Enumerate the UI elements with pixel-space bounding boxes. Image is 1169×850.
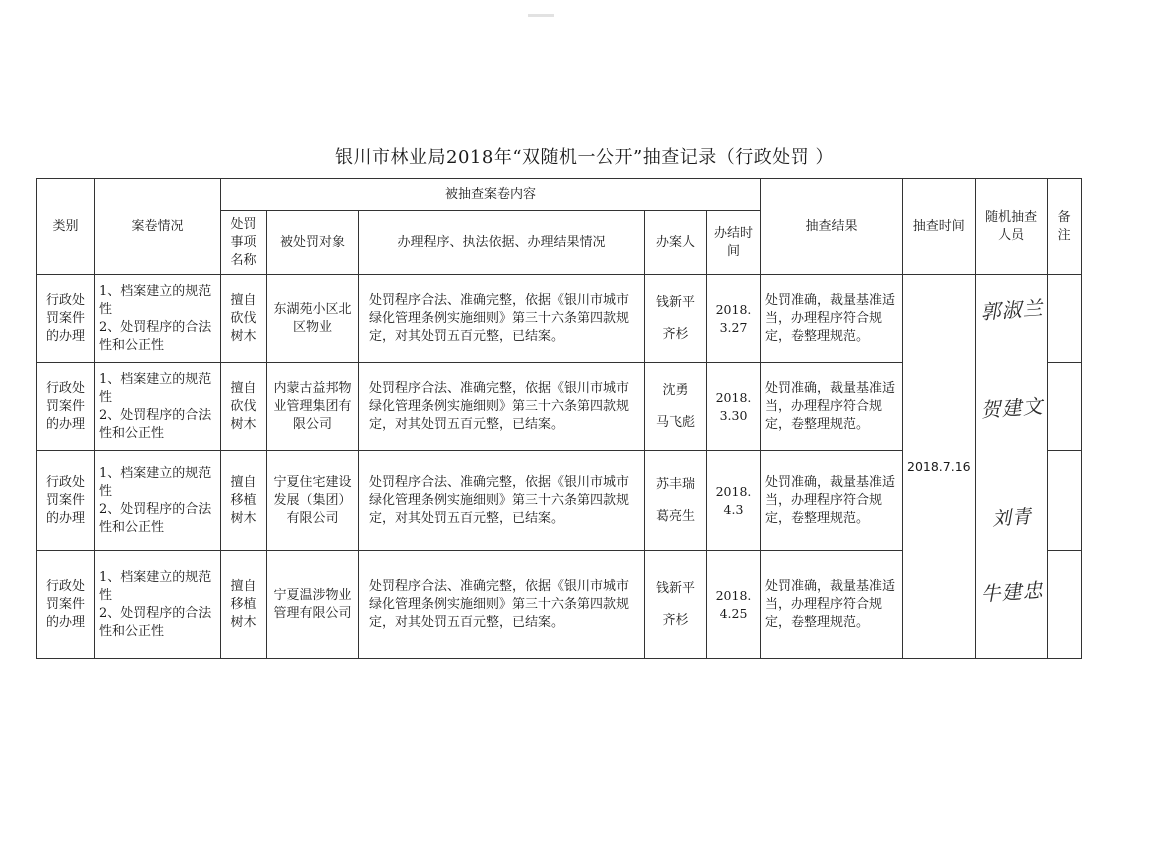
remarks-cell xyxy=(1047,551,1081,659)
remarks-cell xyxy=(1047,275,1081,363)
header-check-result: 抽查结果 xyxy=(761,179,903,275)
handler-cell: 苏丰瑞 葛亮生 xyxy=(645,451,707,551)
category-cell: 行政处罚案件的办理 xyxy=(37,275,95,363)
penalized-party-cell: 东湖苑小区北区物业 xyxy=(267,275,359,363)
header-handler: 办案人 xyxy=(645,211,707,275)
header-procedure: 办理程序、执法依据、办理结果情况 xyxy=(359,211,645,275)
penalized-party-cell: 宁夏温涉物业管理有限公司 xyxy=(267,551,359,659)
penalized-party-cell: 内蒙古益邦物业管理集团有限公司 xyxy=(267,363,359,451)
handler-cell: 钱新平 齐杉 xyxy=(645,551,707,659)
remarks-cell xyxy=(1047,363,1081,451)
signature-3: 刘青 xyxy=(990,505,1033,531)
check-result-cell: 处罚准确，裁量基准适当，办理程序符合规定，卷整理规范。 xyxy=(761,275,903,363)
header-group: 被抽查案卷内容 xyxy=(221,179,761,211)
document-title: 银川市林业局2018年“双随机一公开”抽查记录（行政处罚 ） xyxy=(335,147,834,168)
penalized-party-cell: 宁夏住宅建设发展（集团）有限公司 xyxy=(267,451,359,551)
header-close-time: 办结时间 xyxy=(707,211,761,275)
case-situation-cell: 1、档案建立的规范性 2、处罚程序的合法性和公正性 xyxy=(95,451,221,551)
header-penalty-item: 处罚事项名称 xyxy=(221,211,267,275)
penalty-item-cell: 擅自砍伐树木 xyxy=(221,275,267,363)
category-cell: 行政处罚案件的办理 xyxy=(37,363,95,451)
header-case-situation: 案卷情况 xyxy=(95,179,221,275)
check-result-cell: 处罚准确，裁量基准适当，办理程序符合规定，卷整理规范。 xyxy=(761,363,903,451)
case-situation-cell: 1、档案建立的规范性 2、处罚程序的合法性和公正性 xyxy=(95,363,221,451)
close-date-cell: 2018. 3.30 xyxy=(707,363,761,451)
inspector-signatures xyxy=(975,275,1047,659)
header-check-time: 抽查时间 xyxy=(903,179,976,275)
header-row-1 xyxy=(37,179,1082,211)
signature-4: 牛建忠 xyxy=(979,577,1044,607)
close-date-cell: 2018. 4.3 xyxy=(707,451,761,551)
close-date-cell: 2018. 3.27 xyxy=(707,275,761,363)
scan-mark xyxy=(528,14,554,17)
handler-cell: 沈勇 马飞彪 xyxy=(645,363,707,451)
close-date-cell: 2018. 4.25 xyxy=(707,551,761,659)
header-remarks: 备注 xyxy=(1047,179,1081,275)
procedure-cell: 处罚程序合法、准确完整，依据《银川市城市绿化管理条例实施细则》第三十六条第四款规定，对其处罚五百元整，已结案。 xyxy=(359,275,645,363)
check-result-cell: 处罚准确，裁量基准适当，办理程序符合规定，卷整理规范。 xyxy=(761,551,903,659)
case-situation-cell: 1、档案建立的规范性 2、处罚程序的合法性和公正性 xyxy=(95,551,221,659)
penalty-item-cell: 擅自移植树木 xyxy=(221,451,267,551)
check-result-cell: 处罚准确，裁量基准适当，办理程序符合规定，卷整理规范。 xyxy=(761,451,903,551)
procedure-cell: 处罚程序合法、准确完整，依据《银川市城市绿化管理条例实施细则》第三十六条第四款规定，对其处罚五百元整，已结案。 xyxy=(359,451,645,551)
header-inspectors: 随机抽查人员 xyxy=(975,179,1047,275)
handler-cell: 钱新平 齐杉 xyxy=(645,275,707,363)
header-penalized-party: 被处罚对象 xyxy=(267,211,359,275)
category-cell: 行政处罚案件的办理 xyxy=(37,451,95,551)
penalty-item-cell: 擅自移植树木 xyxy=(221,551,267,659)
check-time-cell: 2018.7.16 xyxy=(903,275,976,659)
procedure-cell: 处罚程序合法、准确完整，依据《银川市城市绿化管理条例实施细则》第三十六条第四款规定，对其处罚五百元整，已结案。 xyxy=(359,551,645,659)
signature-2: 贺建文 xyxy=(979,393,1044,423)
inspection-record-table xyxy=(36,178,1082,659)
remarks-cell xyxy=(1047,451,1081,551)
penalty-item-cell: 擅自砍伐树木 xyxy=(221,363,267,451)
case-situation-cell: 1、档案建立的规范性 2、处罚程序的合法性和公正性 xyxy=(95,275,221,363)
procedure-cell: 处罚程序合法、准确完整，依据《银川市城市绿化管理条例实施细则》第三十六条第四款规定，对其处罚五百元整，已结案。 xyxy=(359,363,645,451)
header-category: 类别 xyxy=(37,179,95,275)
table-row xyxy=(37,275,1082,363)
signature-1: 郭淑兰 xyxy=(979,295,1044,325)
category-cell: 行政处罚案件的办理 xyxy=(37,551,95,659)
